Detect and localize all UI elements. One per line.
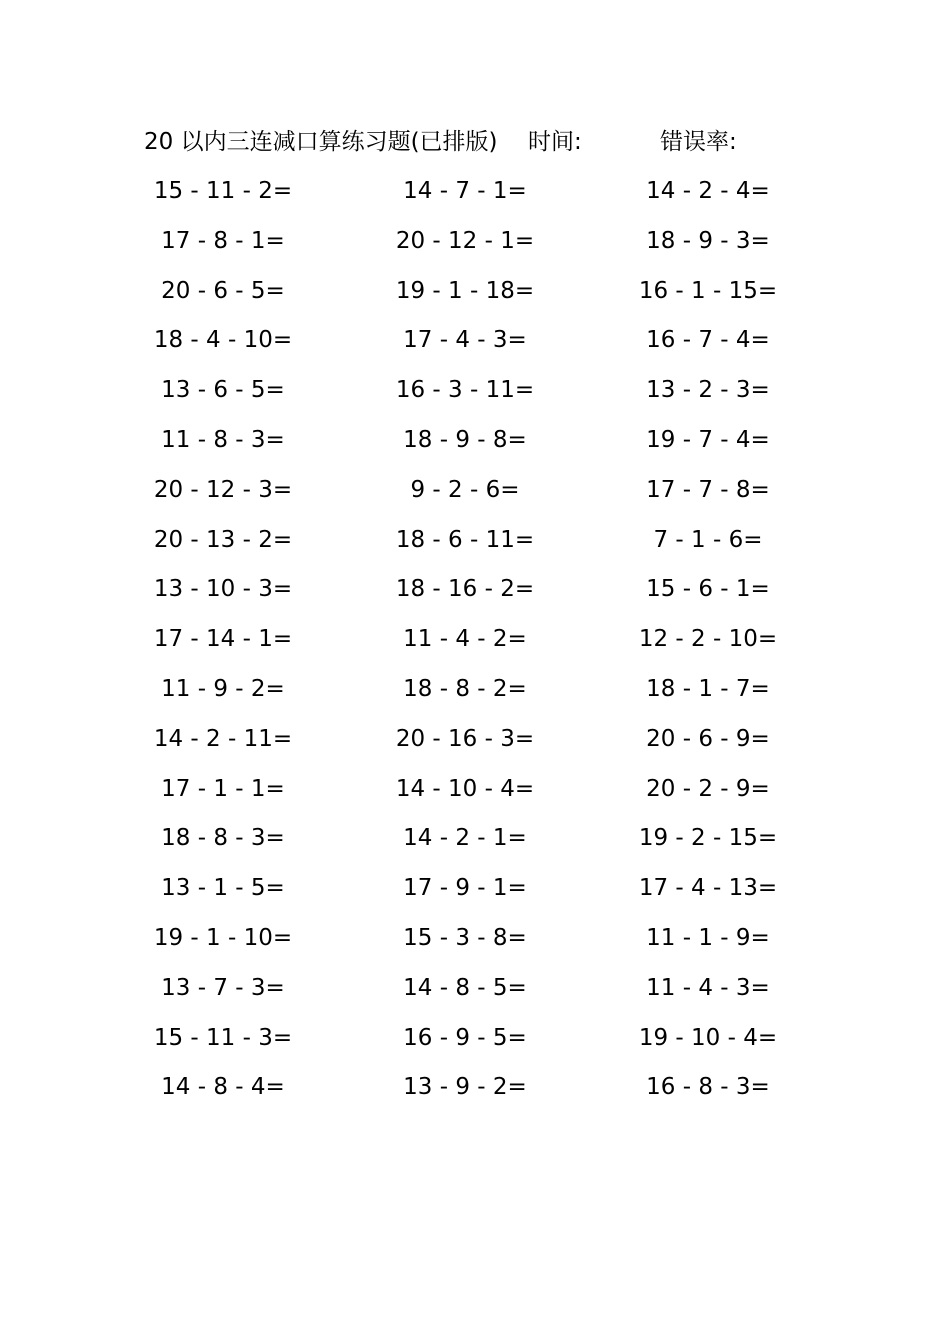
problem-row bbox=[0, 771, 950, 821]
problem-item: 11 - 1 - 9= bbox=[646, 924, 770, 951]
problem-item: 18 - 9 - 8= bbox=[403, 426, 527, 453]
problem-row bbox=[0, 621, 950, 671]
problem-item: 13 - 1 - 5= bbox=[161, 875, 285, 902]
time-label: 时间: bbox=[528, 129, 582, 155]
problem-item: 20 - 13 - 2= bbox=[153, 526, 293, 553]
problem-item: 13 - 7 - 3= bbox=[161, 974, 285, 1001]
problem-row bbox=[0, 671, 950, 721]
problem-item: 16 - 1 - 15= bbox=[638, 277, 778, 304]
problem-item: 15 - 3 - 8= bbox=[403, 924, 527, 951]
problem-row bbox=[0, 322, 950, 372]
problem-item: 14 - 2 - 1= bbox=[403, 825, 527, 852]
problem-item: 15 - 11 - 3= bbox=[153, 1024, 293, 1051]
problem-item: 20 - 6 - 9= bbox=[646, 725, 770, 752]
problem-item: 19 - 10 - 4= bbox=[638, 1024, 778, 1051]
problem-item: 20 - 16 - 3= bbox=[395, 725, 535, 752]
problem-item: 14 - 2 - 11= bbox=[153, 725, 293, 752]
problem-item: 18 - 9 - 3= bbox=[646, 227, 770, 254]
problem-item: 13 - 6 - 5= bbox=[161, 377, 285, 404]
problem-item: 20 - 6 - 5= bbox=[161, 277, 285, 304]
problem-item: 16 - 8 - 3= bbox=[646, 1074, 770, 1101]
problem-item: 12 - 2 - 10= bbox=[638, 626, 778, 653]
problem-row bbox=[0, 870, 950, 920]
problem-item: 18 - 16 - 2= bbox=[395, 576, 535, 603]
problem-item: 14 - 8 - 5= bbox=[403, 974, 527, 1001]
problem-item: 11 - 9 - 2= bbox=[161, 675, 285, 702]
problem-item: 17 - 14 - 1= bbox=[153, 626, 293, 653]
problem-item: 7 - 1 - 6= bbox=[653, 526, 763, 553]
problem-item: 18 - 4 - 10= bbox=[153, 327, 293, 354]
problem-row bbox=[0, 422, 950, 472]
problem-row bbox=[0, 820, 950, 870]
problem-item: 11 - 4 - 3= bbox=[646, 974, 770, 1001]
problem-item: 20 - 12 - 3= bbox=[153, 476, 293, 503]
problem-item: 14 - 8 - 4= bbox=[161, 1074, 285, 1101]
problem-row bbox=[0, 522, 950, 572]
problem-item: 9 - 2 - 6= bbox=[410, 476, 520, 503]
problem-item: 19 - 7 - 4= bbox=[646, 426, 770, 453]
problem-row bbox=[0, 472, 950, 522]
problem-grid bbox=[0, 173, 950, 1119]
problem-row bbox=[0, 173, 950, 223]
problem-item: 13 - 10 - 3= bbox=[153, 576, 293, 603]
problem-item: 15 - 6 - 1= bbox=[646, 576, 770, 603]
problem-item: 17 - 4 - 13= bbox=[638, 875, 778, 902]
problem-item: 17 - 9 - 1= bbox=[403, 875, 527, 902]
worksheet-title: 20 以内三连减口算练习题(已排版) bbox=[144, 129, 498, 155]
problem-item: 14 - 2 - 4= bbox=[646, 178, 770, 204]
problem-item: 16 - 7 - 4= bbox=[646, 327, 770, 354]
problem-row bbox=[0, 273, 950, 323]
problem-row bbox=[0, 1020, 950, 1070]
problem-row bbox=[0, 571, 950, 621]
problem-item: 17 - 7 - 8= bbox=[646, 476, 770, 503]
problem-item: 18 - 8 - 3= bbox=[161, 825, 285, 852]
problem-item: 14 - 10 - 4= bbox=[395, 775, 535, 802]
problem-row bbox=[0, 970, 950, 1020]
problem-row bbox=[0, 920, 950, 970]
problem-item: 20 - 2 - 9= bbox=[646, 775, 770, 802]
problem-item: 19 - 1 - 18= bbox=[395, 277, 535, 304]
problem-row bbox=[0, 223, 950, 273]
problem-item: 19 - 2 - 15= bbox=[638, 825, 778, 852]
problem-item: 19 - 1 - 10= bbox=[153, 924, 293, 951]
problem-item: 18 - 1 - 7= bbox=[646, 675, 770, 702]
problem-item: 20 - 12 - 1= bbox=[395, 227, 535, 254]
problem-row bbox=[0, 721, 950, 771]
problem-item: 11 - 4 - 2= bbox=[403, 626, 527, 653]
problem-item: 18 - 6 - 11= bbox=[395, 526, 535, 553]
problem-row bbox=[0, 1069, 950, 1119]
problem-item: 16 - 9 - 5= bbox=[403, 1024, 527, 1051]
problem-item: 17 - 1 - 1= bbox=[161, 775, 285, 802]
problem-item: 16 - 3 - 11= bbox=[395, 377, 535, 404]
problem-item: 17 - 8 - 1= bbox=[161, 227, 285, 254]
error-rate-label: 错误率: bbox=[660, 129, 737, 155]
problem-item: 17 - 4 - 3= bbox=[403, 327, 527, 354]
problem-item: 14 - 7 - 1= bbox=[403, 178, 527, 204]
problem-item: 11 - 8 - 3= bbox=[161, 426, 285, 453]
problem-item: 13 - 9 - 2= bbox=[403, 1074, 527, 1101]
problem-item: 13 - 2 - 3= bbox=[646, 377, 770, 404]
problem-item: 15 - 11 - 2= bbox=[153, 178, 293, 204]
problem-item: 18 - 8 - 2= bbox=[403, 675, 527, 702]
problem-row bbox=[0, 372, 950, 422]
